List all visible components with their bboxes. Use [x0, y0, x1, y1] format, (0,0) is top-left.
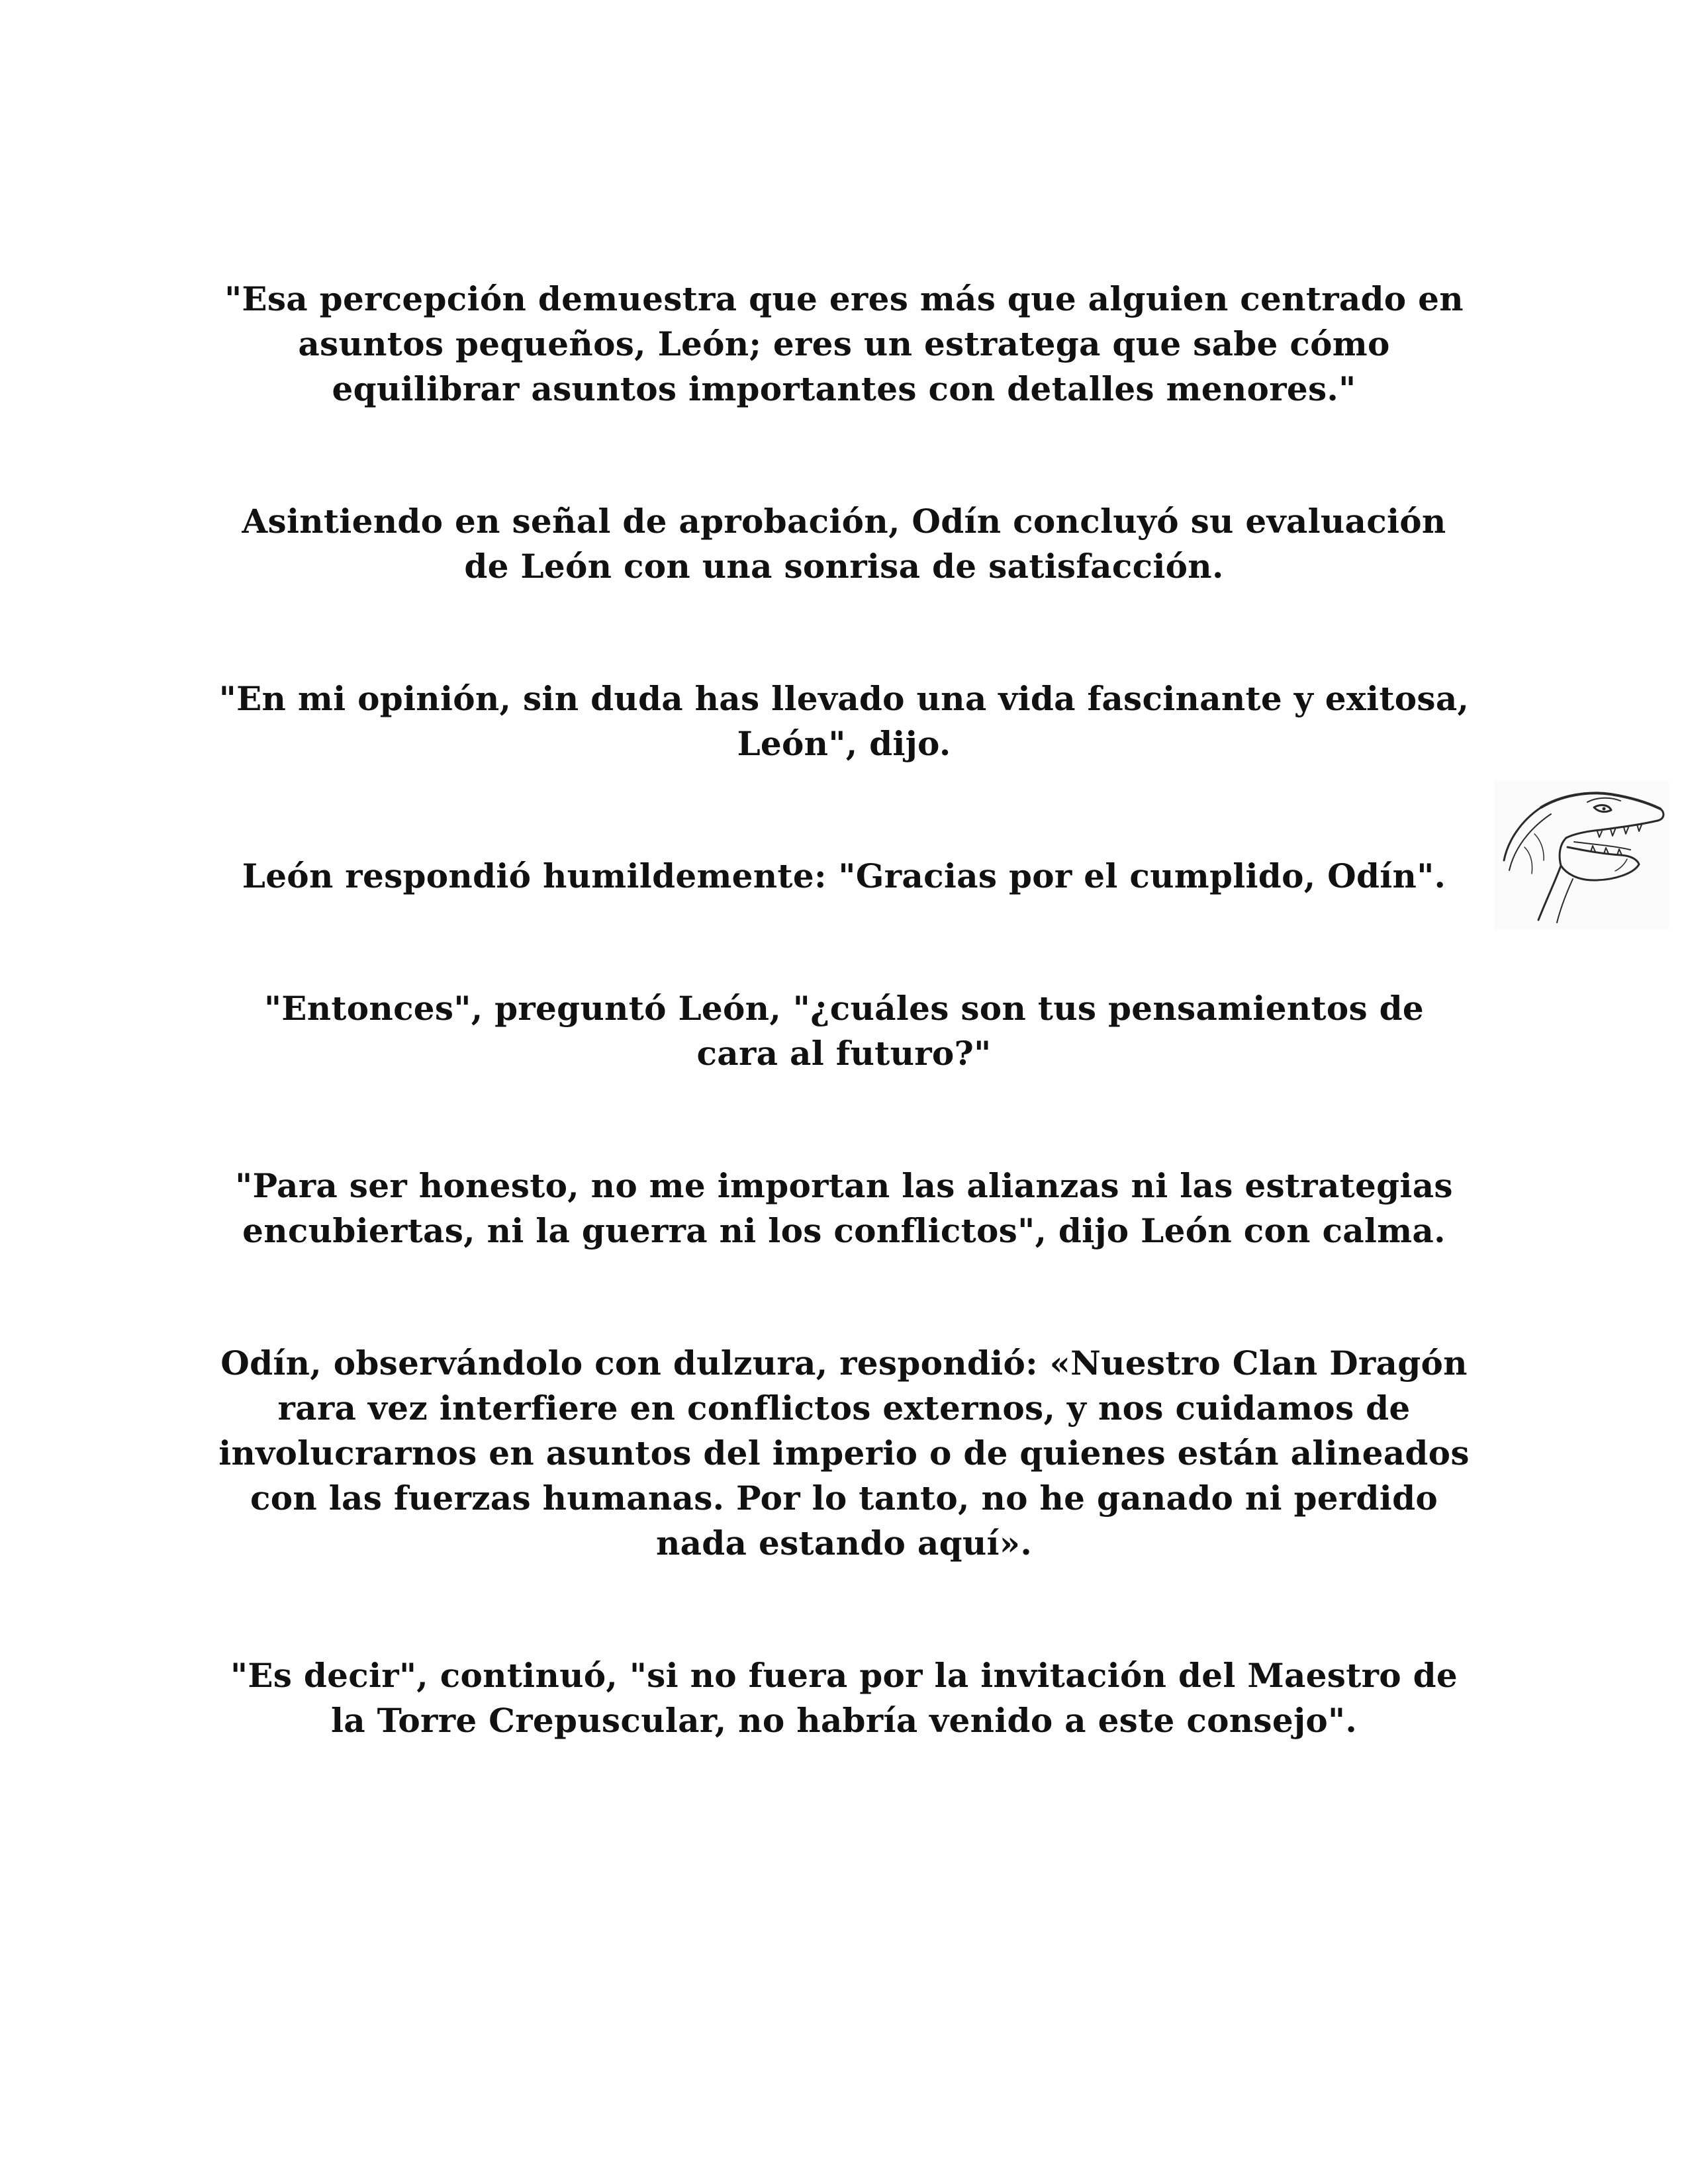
paragraph-1: "Esa percepción demuestra que eres más que alguien centrado en asuntos pequeños, León; eres un estratega que sabe cómo equilibrar asuntos importantes con detalles menores." [224, 279, 1464, 408]
paragraph-6: "Para ser honesto, no me importan las alianzas ni las estrategias encubiertas, ni la guerra ni los conflictos", dijo León con calma. [235, 1166, 1453, 1250]
paragraph-8: "Es decir", continuó, "si no fuera por la invitación del Maestro de la Torre Crepuscular, no habría venido a este consejo". [230, 1656, 1458, 1740]
paragraph-5: "Entonces", preguntó León, "¿cuáles son tus pensamientos de cara al futuro?" [263, 989, 1425, 1073]
paragraph-3: "En mi opinión, sin duda has llevado una vida fascinante y exitosa, León", dijo. [218, 679, 1470, 763]
paragraph-2: Asintiendo en señal de aprobación, Odín concluyó su evaluación de León con una sonrisa de satisfacción. [242, 502, 1446, 586]
document-body [218, 277, 1470, 1743]
paragraph-4: León respondió humildemente: "Gracias por el cumplido, Odín". [242, 856, 1446, 895]
dragon-head-sketch-icon [1495, 781, 1669, 929]
paragraph-7: Odín, observándolo con dulzura, respondió: «Nuestro Clan Dragón rara vez interfiere en conflictos externos, y nos cuidamos de involucrarnos en asuntos del imperio o de quienes están alineados con las fuerzas humanas. Por lo tanto, no he ganado ni perdido nada estando aquí». [218, 1343, 1470, 1563]
